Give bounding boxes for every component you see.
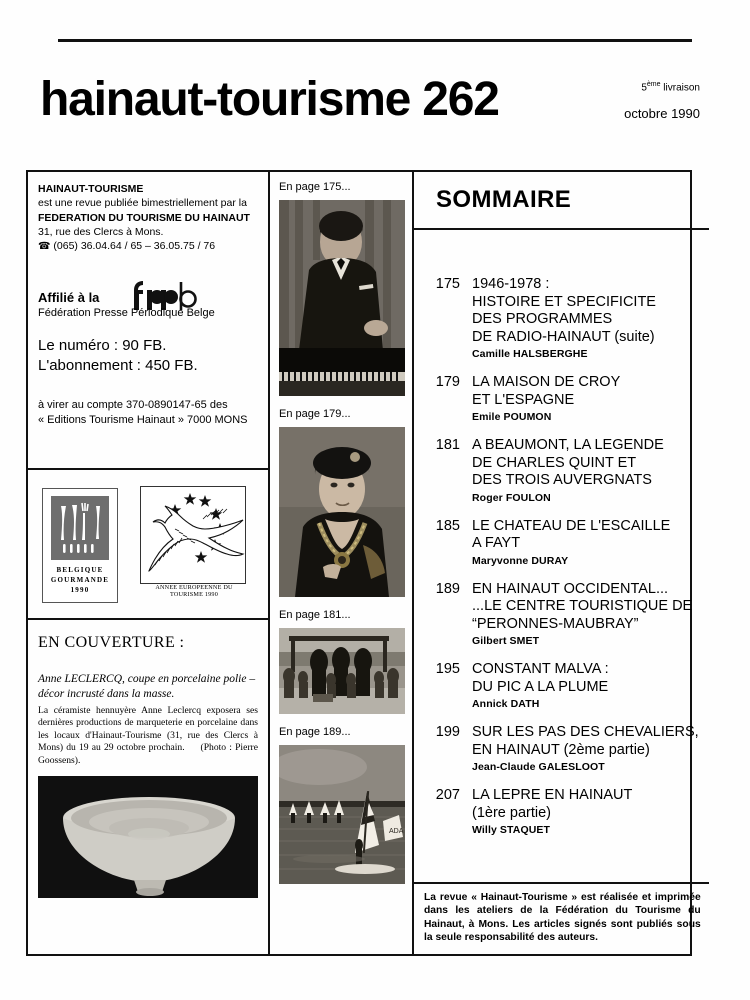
cover-block <box>28 620 268 898</box>
middle-column <box>270 172 414 954</box>
mid-entry-189 <box>279 725 404 884</box>
toc-author: Gilbert SMET <box>472 635 540 647</box>
livraison-word: livraison <box>660 82 700 94</box>
toc-title-line: DE RADIO-HAINAUT (suite) <box>472 328 655 345</box>
account-block <box>38 398 260 427</box>
mid-entry-179 <box>279 407 404 597</box>
photo-page-189-windsurfing <box>279 745 405 884</box>
masthead <box>40 72 700 142</box>
euro-logo-box <box>140 486 246 584</box>
toc-title-line: A FAYT <box>472 535 521 551</box>
telephone-icon: ☎ <box>38 241 51 253</box>
content-frame <box>26 170 701 956</box>
toc-entry[interactable] <box>414 661 699 711</box>
cover-photo-credit: (Photo : Pierre Goossens). <box>38 742 258 766</box>
belgique-gourmande-caption <box>43 565 117 595</box>
issue-livraison <box>624 78 700 95</box>
cover-heading: EN COUVERTURE : <box>38 634 185 651</box>
masthead-top-rule <box>58 39 692 42</box>
toc-title-line: DES PROGRAMMES <box>472 311 613 327</box>
imprint-line3: 31, rue des Clercs à Mons. <box>38 225 164 238</box>
colophon-text: La revue « Hainaut-Tourisme » est réalisée et imprimée dans les ateliers de la Fédération du Tourisme du Hainaut, à Mons. Les articles signés sont publiés sous la seule responsabilité des auteurs. <box>424 891 701 944</box>
toc-author: Maryvonne DURAY <box>472 554 569 567</box>
issue-date: octobre 1990 <box>624 106 700 122</box>
imprint-block <box>28 172 268 470</box>
toc-title-line: SUR LES PAS DES CHEVALIERS, <box>472 724 699 740</box>
toc-title-line: EN HAINAUT (2ème partie) <box>472 741 650 758</box>
imprint-line1: est une revue publiée bimestriellement par la <box>38 197 247 210</box>
table-of-contents <box>414 230 709 882</box>
toc-page-number: 181 <box>435 437 460 453</box>
belgique-gourmande-emblem <box>51 496 109 560</box>
imprint-phone-row <box>38 239 260 254</box>
toc-entry-body <box>472 437 699 505</box>
toc-title-line: DES TROIS AUVERGNATS <box>472 472 652 488</box>
toc-entry-body <box>472 374 699 424</box>
colophon-block <box>414 882 709 954</box>
toc-entry[interactable] <box>414 787 699 837</box>
cover-photo-porcelain-bowl <box>38 776 258 898</box>
toc-page-number: 207 <box>435 787 460 803</box>
toc-entry[interactable] <box>414 724 699 774</box>
toc-page-number: 189 <box>435 580 460 597</box>
toc-title-line: ET L'ESPAGNE <box>472 391 575 408</box>
imprint-name: HAINAUT-TOURISME <box>38 183 144 195</box>
toc-title-line: (1ère partie) <box>472 804 551 821</box>
page-title: hainaut-tourisme 262 <box>40 73 499 126</box>
masthead-issue-info <box>624 78 700 125</box>
toc-page-number: 195 <box>435 661 460 677</box>
caption-page-181: En page 181... <box>279 609 351 621</box>
toc-title-line: DU PIC A LA PLUME <box>472 678 609 695</box>
toc-author: Camille HALSBERGHE <box>472 348 588 360</box>
cover-body-text <box>38 705 258 767</box>
caption-page-189: En page 189... <box>279 726 351 738</box>
svg-text:ADA: ADA <box>389 828 404 835</box>
cover-body: La céramiste hennuyère Anne Leclercq exposera ses dernières productions de marqueterie en porcelaine dans les locaux d'Hainaut-Tourisme (31, rue des Clercs à Mons) du 19 au 29 octobre prochain. <box>38 705 258 754</box>
photo-page-179-portrait-painting <box>279 427 405 597</box>
affiliation-row <box>38 282 260 320</box>
photo-page-181-historic-scene <box>279 628 405 714</box>
price-subscription: L'abonnement : 450 FB. <box>38 357 198 375</box>
toc-author: Jean-Claude GALESLOOT <box>472 761 605 773</box>
toc-author: Emile POUMON <box>472 411 552 423</box>
toc-entry-body <box>472 581 699 649</box>
toc-title-line: A BEAUMONT, LA LEGENDE <box>472 437 664 453</box>
toc-title-line: EN HAINAUT OCCIDENTAL... <box>472 580 669 597</box>
toc-entry[interactable] <box>414 518 699 568</box>
mid-entry-181 <box>279 608 404 714</box>
cover-italic-caption: Anne LECLERCQ, coupe en porcelaine polie – décor incrusté dans la masse. <box>38 673 256 700</box>
sommaire-title: SOMMAIRE <box>436 186 572 213</box>
toc-title-line: LA LEPRE EN HAINAUT <box>472 787 633 803</box>
sommaire-header <box>414 172 709 230</box>
annee-europeenne-tourisme-logo <box>138 486 250 604</box>
bg-line2: GOURMANDE <box>50 576 110 584</box>
imprint-phone: (065) 36.04.64 / 65 – 36.05.75 / 76 <box>53 240 216 253</box>
toc-page-number: 185 <box>435 517 460 534</box>
toc-page-number: 199 <box>435 724 460 740</box>
price-block <box>38 336 260 376</box>
toc-page-number: 179 <box>435 374 460 390</box>
toc-title-line: DE CHARLES QUINT ET <box>472 454 637 471</box>
toc-entry-body <box>472 518 699 568</box>
middle-column-inner <box>270 172 412 884</box>
toc-page-number: 175 <box>435 276 460 292</box>
toc-entry[interactable] <box>414 374 699 424</box>
toc-author: Annick DATH <box>472 698 540 710</box>
toc-author: Roger FOULON <box>472 491 551 504</box>
imprint-line2: FEDERATION DU TOURISME DU HAINAUT <box>38 211 250 224</box>
right-column <box>414 172 709 954</box>
toc-entry[interactable] <box>414 276 699 361</box>
toc-title-line: LE CHATEAU DE L'ESCAILLE <box>472 517 671 534</box>
livraison-number: 5 <box>641 82 647 94</box>
logos-block <box>28 470 268 620</box>
toc-title-line: ...LE CENTRE TOURISTIQUE DE <box>472 598 693 614</box>
price-issue: Le numéro : 90 FB. <box>38 337 167 355</box>
affiliation-label: Affilié à la <box>38 290 100 306</box>
annee-europeenne-caption: ANNEE EUROPEENNE DU TOURISME 1990 <box>155 584 233 598</box>
toc-entry[interactable] <box>414 437 699 505</box>
account-line2: « Editions Tourisme Hainaut » 7000 MONS <box>38 413 248 426</box>
toc-title-line: LA MAISON DE CROY <box>472 374 621 390</box>
livraison-ordinal: ème <box>646 81 661 88</box>
account-line1: à virer au compte 370-0890147-65 des <box>38 399 228 412</box>
bg-line3: 1990 <box>70 586 90 594</box>
photo-page-175-man-at-piano <box>279 200 405 396</box>
caption-page-179: En page 179... <box>279 408 351 420</box>
toc-entry-body <box>472 276 699 361</box>
toc-entry-body <box>472 787 699 837</box>
toc-title-line: CONSTANT MALVA : <box>472 661 609 677</box>
toc-entry-body <box>472 661 699 711</box>
toc-title-line: “PERONNES-MAUBRAY” <box>472 615 639 632</box>
toc-author: Willy STAQUET <box>472 824 551 836</box>
mid-entry-175 <box>279 180 404 396</box>
bg-line1: BELGIQUE <box>56 566 104 574</box>
left-column <box>28 172 270 954</box>
belgique-gourmande-logo <box>42 488 118 603</box>
toc-entry[interactable] <box>414 581 699 649</box>
toc-title-line: HISTOIRE ET SPECIFICITE <box>472 293 656 310</box>
caption-page-175: En page 175... <box>279 181 351 193</box>
toc-entry-body <box>472 724 699 774</box>
imprint-text <box>38 182 260 254</box>
toc-title-line: 1946-1978 : <box>472 276 550 292</box>
fppb-full-name: Fédération Presse Périodique Belge <box>38 307 215 320</box>
